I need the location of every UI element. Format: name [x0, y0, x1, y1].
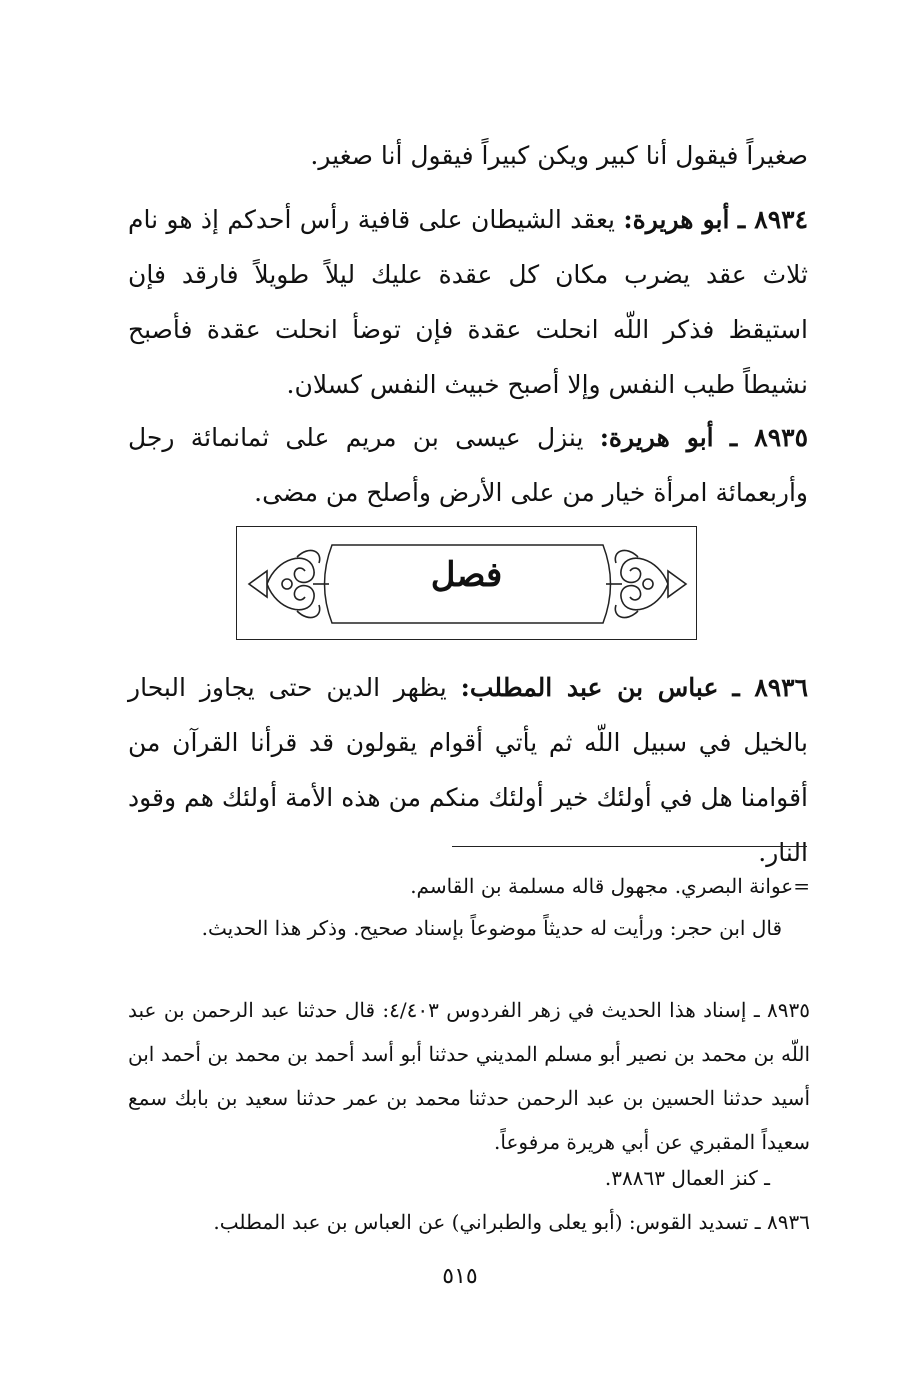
hadith-text: يعقد الشيطان على قافية رأس أحدكم إذ هو نام ثلاث عقد يضرب مكان كل عقدة عليك ليلاً طويلاً فارقد فإن استيقظ فذكر اللّه انحلت عقدة فإن توضأ انحلت عقدة فأصبح نشيطاً طيب النفس وإلا أصبح خبيث النفس كسلان. [128, 205, 808, 399]
hadith-8935 [128, 410, 808, 520]
section-heading-frame [236, 526, 697, 640]
hadith-number: ٨٩٣٥ ـ [729, 423, 808, 452]
footnote: ٨٩٣٥ ـ إسناد هذا الحديث في زهر الفردوس ٤/٤٠٣: قال حدثنا عبد الرحمن بن عبد اللّه بن محمد بن نصير أبو مسلم المديني حدثنا أبو أسد أحمد بن محمد بن أحمد ابن أسيد حدثنا الحسين بن عبد الرحمن حدثنا محمد بن عمر حدثنا سعيد بن بابك سمع سعيداً المقبري عن أبي هريرة مرفوعاً. [128, 998, 811, 1154]
hadith-8936 [128, 660, 808, 880]
hadith-narrator: عباس بن عبد المطلب: [460, 673, 719, 702]
hadith-text: صغيراً فيقول أنا كبير ويكن كبيراً فيقول أنا صغير. [310, 141, 808, 170]
footnote: قال ابن حجر: ورأيت له حديثاً موضوعاً بإسناد صحيح. وذكر هذا الحديث. [201, 916, 782, 940]
hadith-narrator: أبو هريرة: [623, 205, 730, 234]
footnote-divider [452, 846, 807, 847]
hadith-8934 [128, 192, 808, 412]
footnote: ـ كنز العمال ٣٨٨٦٣. [604, 1166, 770, 1190]
hadith-text: ينزل عيسى بن مريم على ثمانمائة رجل وأربعمائة امرأة خيار من على الأرض وأصلح من مضى. [128, 423, 808, 507]
hadith-text: يظهر الدين حتى يجاوز البحار بالخيل في سبيل اللّه ثم يأتي أقوام يقولون قد قرأنا القرآن من أقوامنا هل في أولئك خير أولئك منكم من هذه الأمة أولئك هم وقود النار. [128, 673, 808, 867]
hadith-narrator: أبو هريرة: [599, 423, 714, 452]
hadith-number: ٨٩٣٦ ـ [732, 673, 809, 702]
page-number: ٥١٥ [442, 1264, 478, 1289]
section-heading: فصل [430, 555, 503, 595]
hadith-number: ٨٩٣٤ ـ [737, 205, 809, 234]
hadith-continuation [128, 128, 808, 183]
footnote: ٨٩٣٦ ـ تسديد القوس: (أبو يعلى والطبراني) عن العباس بن عبد المطلب. [213, 1210, 810, 1234]
footnote: =عوانة البصري. مجهول قاله مسلمة بن القاسم. [410, 874, 810, 898]
